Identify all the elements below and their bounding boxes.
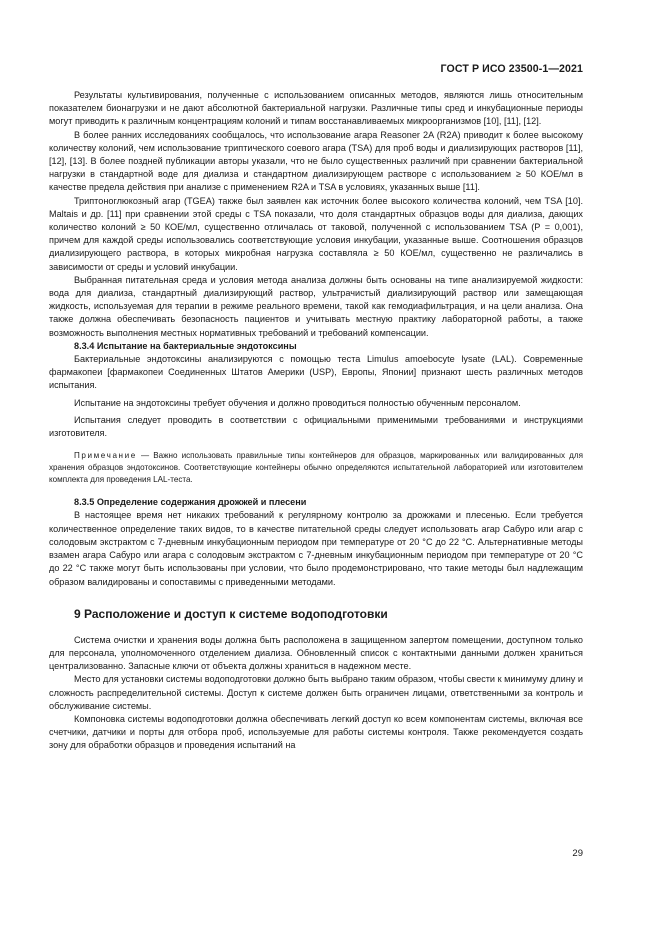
paragraph-10: Место для установки системы водоподготовки должно быть выбрано таким образом, чтобы свести к минимуму длину и сложность распределительной системы. Доступ к системе должен быть ограничен лицами, ответственными за контроль и обслуживание системы. — [49, 674, 583, 711]
paragraph-2: В более ранних исследованиях сообщалось, что использование агара Reasoner 2A (R2A) приводит к более высокому количеству колоний, чем использование триптического соевого агара (TSA) для проб воды и диализирующих растворов [11], [12], [13]. В более поздней публикации авторы указали, что не было существенных различий при сравнении бактериальной нагрузки в стандартной воде для диализа и стандартном диализирующем растворе с использованием ≥ 50 КОЕ/мл в качестве предела действия при анализе с применением R2A и TSA в условиях, указанных выше [11]. — [49, 129, 583, 193]
paragraph-9: Система очистки и хранения воды должна быть расположена в защищенном запертом помещении, доступном только для персонала, уполномоченного отделением диализа. Обновленный список с контактными данными должен храниться централизованно. Запасные ключи от объекта должны храниться в надежном месте. — [49, 634, 583, 672]
paragraph-1: Результаты культивирования, полученные с использованием описанных методов, являются лишь относительным показателем бионагрузки и не дают абсолютной бактериальной нагрузки. Различные типы сред и инкубационные периоды могут приводить к различным концентрациям колоний и типам восстанавливаемых микроорганизмов [10], [11], [12]. — [49, 90, 583, 127]
section-heading-9: 9 Расположение и доступ к системе водоподготовки — [74, 606, 388, 621]
document-body — [49, 89, 583, 753]
paragraph-8: В настоящее время нет никаких требований к регулярному контролю за дрожжами и плесенью. Если требуется количественное определение таких видов, то в качестве питательной среды следует использовать агар Сабуро или агар с солодовым экстрактом с 7-дневным инкубационным периодом при температуре от 20 °С до 22 °С. Альтернативные методы взамен агара Сабуро или агара с солодовым экстрактом с 7-дневным инкубационным периодом при температуре от 20 °С до 22 °С также могут быть использованы при условии, что было продемонстрировано, что такие методы был надлежащим образом валидированы и сопоставимы с приведенными методами. — [49, 510, 583, 587]
note-label: Примечание — [74, 451, 137, 461]
paragraph-5: Бактериальные эндотоксины анализируются с помощью теста Limulus amoebocyte lysate (LAL). Современные фармакопеи [фармакопеи Соединенных Штатов Америки (USP), Европы, Японии] признают шесть различных методов испытания. — [49, 354, 583, 391]
note-text: — Важно использовать правильные типы контейнеров для образцов, маркированных или валидированных для хранения образцов эндотоксинов. Соответствующие контейнеры обычно определяются испытательной лабораторией или изготовителем комплекта для проведения LAL-теста. — [49, 451, 583, 485]
paragraph-6: Испытание на эндотоксины требует обучения и должно проводиться полностью обученным персоналом. — [74, 397, 521, 408]
paragraph-4: Выбранная питательная среда и условия метода анализа должны быть основаны на типе анализируемой жидкости: вода для диализа, стандартный диализирующий раствор, ультрачистый диализирующий раствор или замещающая жидкость, используемая для терапии в режиме реального времени, такой как гемодиафильтрация, и на цели анализа. Она также должна обеспечивать безопасность пациентов и учитывать местную практику лабораторной работы, а также возможность выполнения местных нормативных требований и требований компенсации. — [49, 274, 583, 338]
note-block — [49, 450, 583, 486]
paragraph-3: Триптоноглюкозный агар (TGEA) также был заявлен как источник более высокого количества колоний, чем TSA [10]. Maltais и др. [11] при сравнении этой среды с TSA показали, что доля стандартных образцов воды для диализа, дающих количество колоний ≥ 50 КОЕ/мл, существенно отличалась от таковой, полученной с использованием TSA (P = 0,001), причем для каждой среды использовались соответствующие условия инкубации, указанные выше. Соотношения образцов диализирующего раствора, в которых микробная нагрузка составляла ≥ 50 КОЕ/мл, существенно не различались в зависимости от среды и условий инкубации. — [49, 195, 583, 272]
section-heading-8-3-5: 8.3.5 Определение содержания дрожжей и плесени — [74, 497, 307, 508]
paragraph-11: Компоновка системы водоподготовки должна обеспечивать легкий доступ ко всем компонентам системы, включая все счетчики, датчики и порты для отбора проб, используемые для работы системы контроля. Также рекомендуется создать зону для обработки образцов и проведения испытаний на — [49, 713, 583, 751]
page-number: 29 — [572, 848, 583, 859]
section-heading-8-3-4: 8.3.4 Испытание на бактериальные эндотоксины — [74, 340, 297, 351]
paragraph-7: Испытания следует проводить в соответствии с официальными применимыми требованиями и инструкциями изготовителя. — [49, 414, 583, 439]
document-code-header: ГОСТ Р ИСО 23500-1—2021 — [440, 63, 583, 75]
